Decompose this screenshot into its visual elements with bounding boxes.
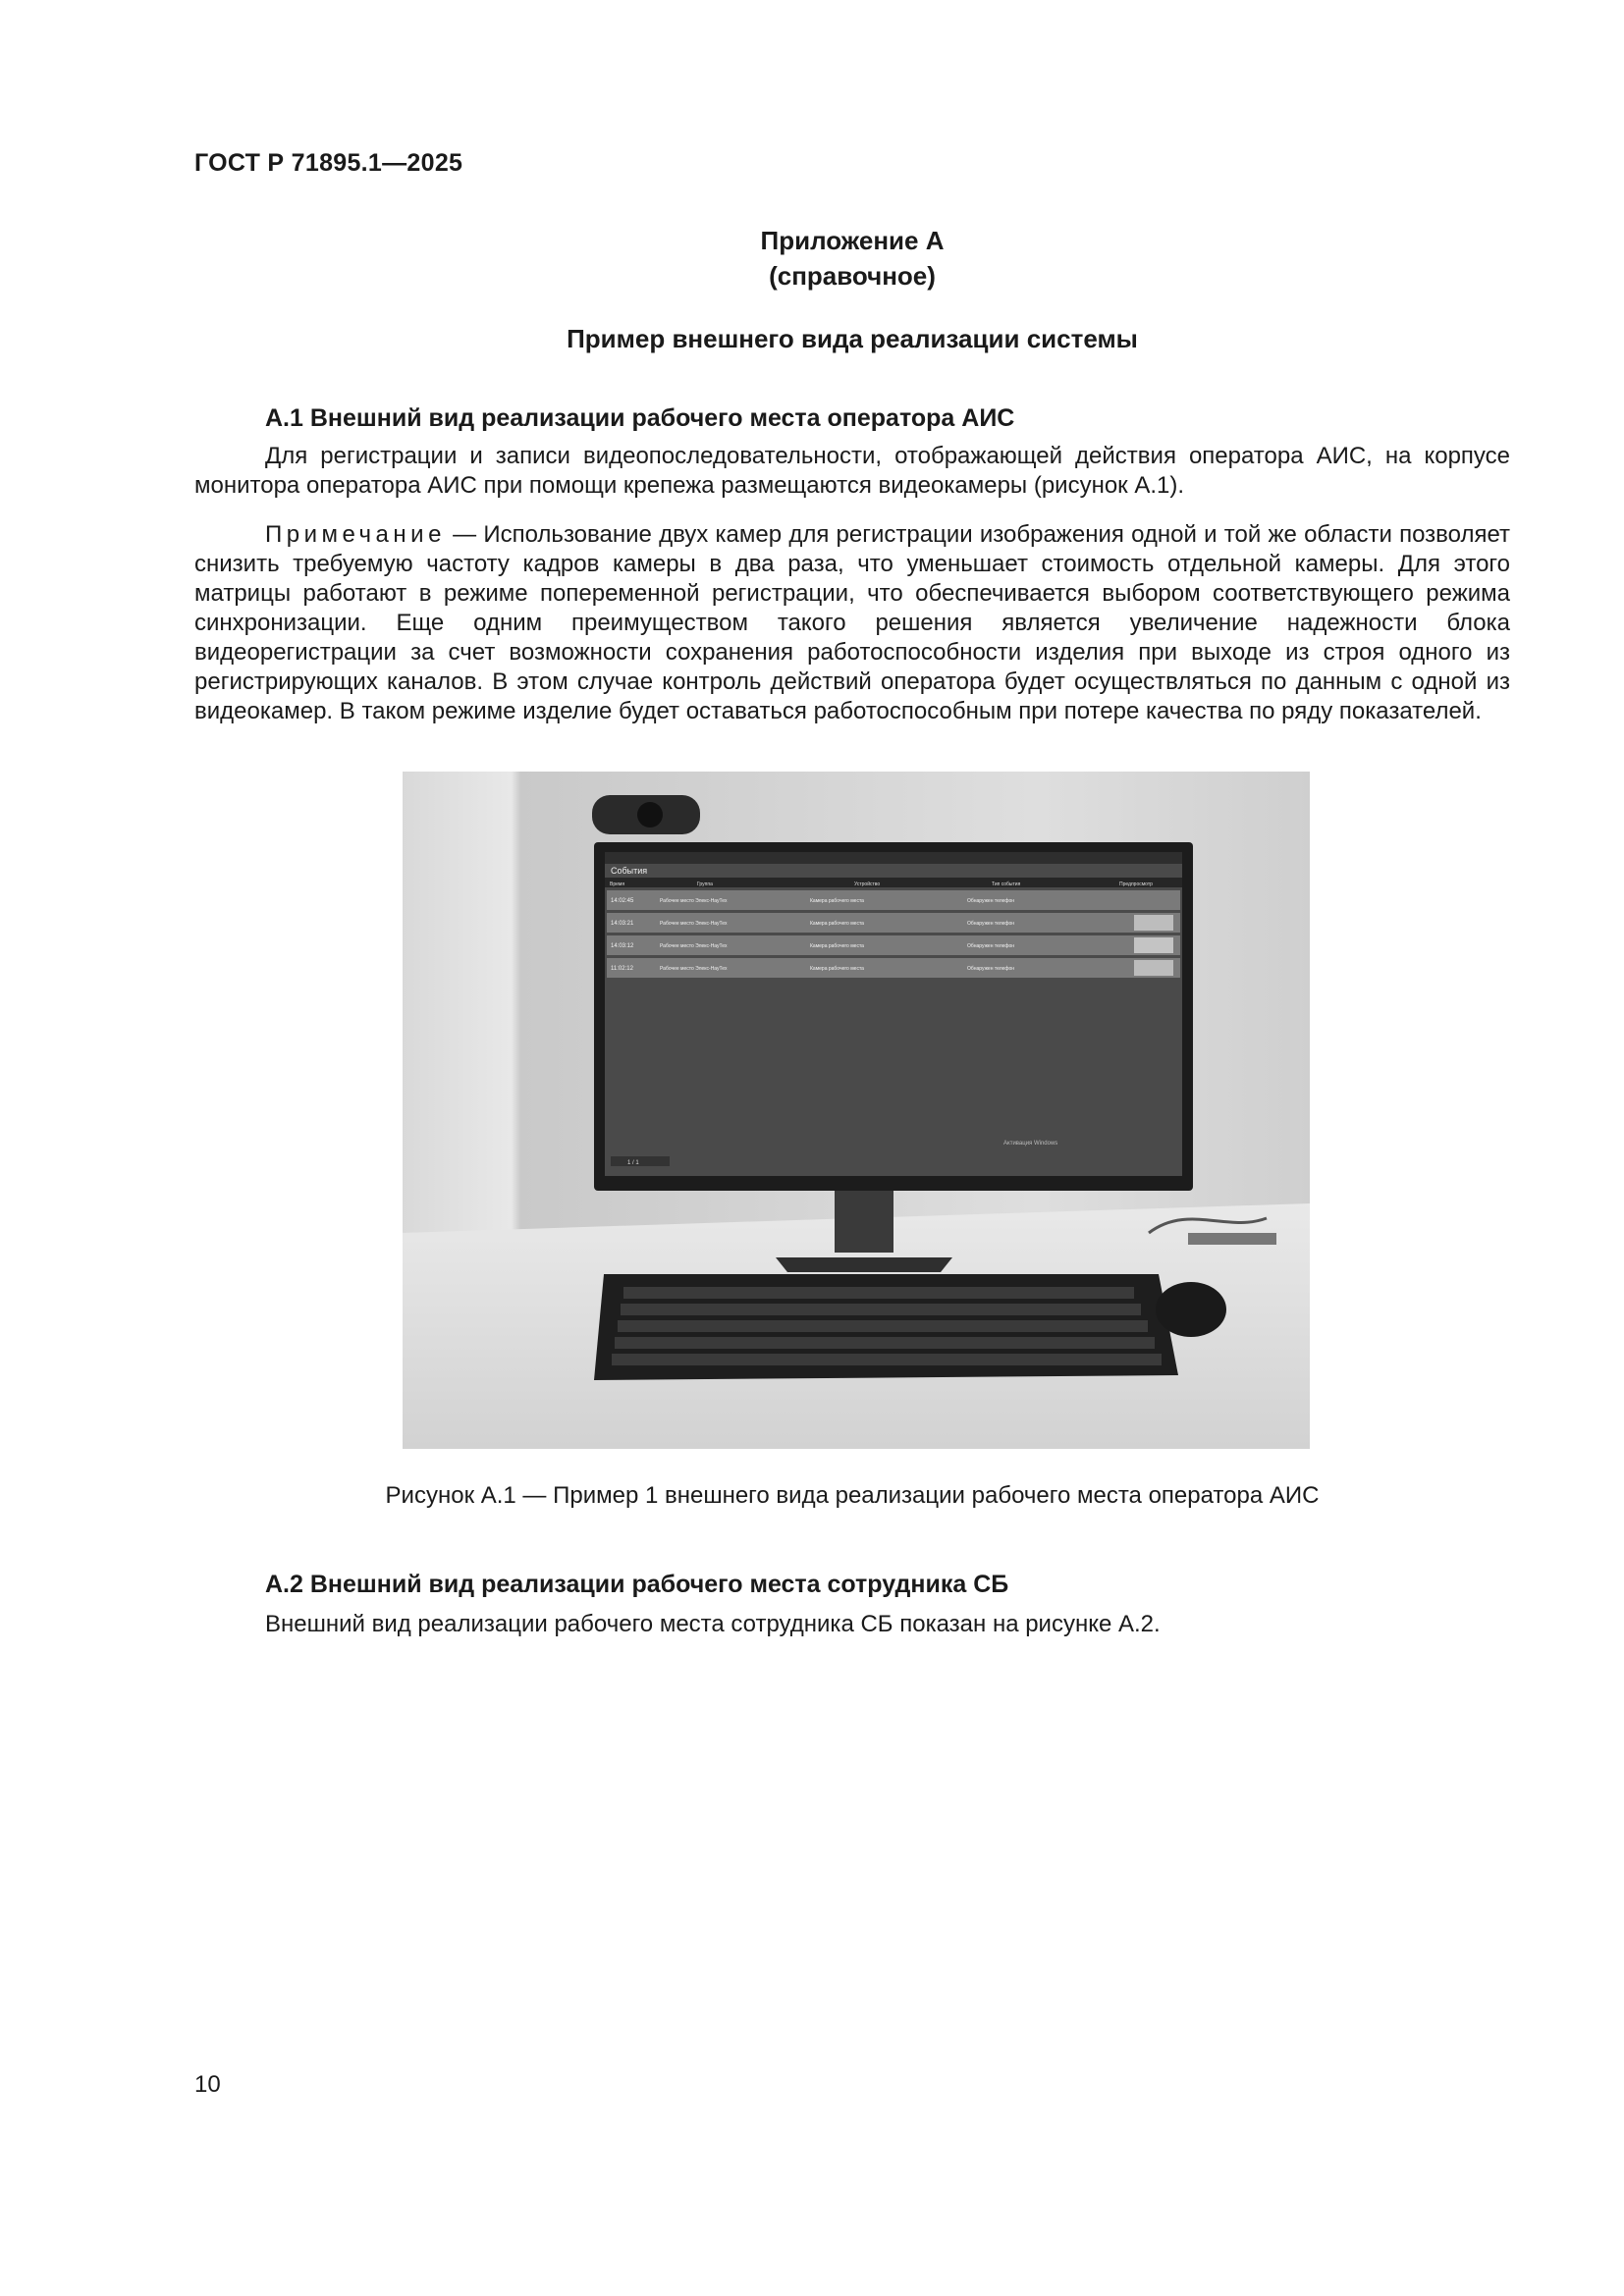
- appendix-heading: Пример внешнего вида реализации системы: [567, 324, 1138, 353]
- screen-row-thumbnail: [1134, 937, 1173, 953]
- section-a1-heading: А.1 Внешний вид реализации рабочего места оператора АИС: [265, 404, 1015, 432]
- figure-a1-photo: [403, 772, 1310, 1449]
- screen-col-time: Время: [610, 881, 625, 887]
- screen-pager: [611, 1156, 670, 1166]
- page-number: 10: [194, 2071, 221, 2098]
- screen-row-device: Камера рабочего места: [810, 966, 864, 972]
- figure-a1-caption: Рисунок А.1 — Пример 1 внешнего вида реализации рабочего места оператора АИС: [385, 1482, 1320, 1509]
- screen-row: [607, 935, 1180, 955]
- screen-row: [607, 890, 1180, 910]
- mouse: [1156, 1282, 1226, 1337]
- screen-window-title: События: [611, 866, 648, 876]
- screen-row-device: Камера рабочего места: [810, 943, 864, 949]
- appendix-subtitle: (справочное): [769, 261, 936, 291]
- screen-row-event: Обнаружен телефон: [967, 921, 1015, 927]
- monitor-base: [776, 1257, 952, 1272]
- screen-col-preview: Предпросмотр: [1119, 881, 1153, 887]
- screen-row-group: Рабочее место Элекс-НауТех: [660, 898, 728, 904]
- note-text: — Использование двух камер для регистрации изображения одной и той же области позволяет снизить требуемую частоту кадров камеры в два раза, что уменьшает стоимость отдельной камеры. Для этого матрицы работают в режиме попеременной регистрации, что обеспечивается выбором соответствующего режима синхронизации. Еще одним преимуществом такого решения является увеличение надежности блока видеорегистрации за счет возможности сохранения работоспособности изделия при выходе из строя одного из регистрирующих каналов. В этом случае контроль действий оператора будет осуществляться по данным с одной из видеокамер. В таком режиме изделие будет оставаться работоспособным при потере качества по ряду показателей.: [194, 521, 1510, 724]
- section-a2-heading: А.2 Внешний вид реализации рабочего места сотрудника СБ: [265, 1571, 1009, 1598]
- power-strip: [1188, 1233, 1276, 1245]
- section-a2-paragraph: Внешний вид реализации рабочего места сотрудника СБ показан на рисунке А.2.: [265, 1611, 1161, 1637]
- note-paragraph: [194, 520, 1510, 726]
- screen-row: [607, 958, 1180, 978]
- screen-col-group: Группа: [697, 881, 713, 887]
- keyboard-keys: [612, 1287, 1162, 1365]
- screen-row-time: 14:02:45: [611, 898, 634, 904]
- standard-designation: ГОСТ Р 71895.1—2025: [194, 149, 463, 177]
- screen-col-device: Устройство: [854, 881, 881, 887]
- screen-row-group: Рабочее место Элекс-НауТех: [660, 921, 728, 927]
- screen-row-device: Камера рабочего места: [810, 898, 864, 904]
- screen-col-event: Тип события: [992, 881, 1021, 887]
- screen-row-thumbnail: [1134, 960, 1173, 976]
- note-label: Примечание: [265, 521, 446, 548]
- screen-row-thumbnail: [1134, 915, 1173, 931]
- webcam-lens: [637, 802, 663, 828]
- screen-row-time: 11:02:12: [611, 966, 633, 972]
- section-a1-paragraph-text: Для регистрации и записи видеопоследовательности, отображающей действия оператора АИС, на корпусе монитора оператора АИС при помощи крепежа размещаются видеокамеры (рисунок А.1).: [194, 443, 1510, 499]
- screen-column-header: [605, 878, 1182, 887]
- screen-row-event: Обнаружен телефон: [967, 966, 1015, 972]
- monitor-stand: [835, 1184, 893, 1253]
- screen-activation-text: Активация Windows: [1003, 1141, 1058, 1147]
- screen-pager-text: 1 / 1: [627, 1160, 639, 1166]
- section-a1-paragraph: [194, 442, 1510, 501]
- screen-row-event: Обнаружен телефон: [967, 943, 1015, 949]
- screen-row-device: Камера рабочего места: [810, 921, 864, 927]
- screen-row-group: Рабочее место Элекс-НауТех: [660, 966, 728, 972]
- screen-row: [607, 913, 1180, 933]
- appendix-title: Приложение А: [760, 226, 945, 255]
- screen-menubar: [605, 852, 1182, 864]
- screen-row-time: 14:03:21: [611, 921, 634, 927]
- screen-row-group: Рабочее место Элекс-НауТех: [660, 943, 728, 949]
- screen-row-event: Обнаружен телефон: [967, 898, 1015, 904]
- screen-row-time: 14:03:12: [611, 943, 634, 949]
